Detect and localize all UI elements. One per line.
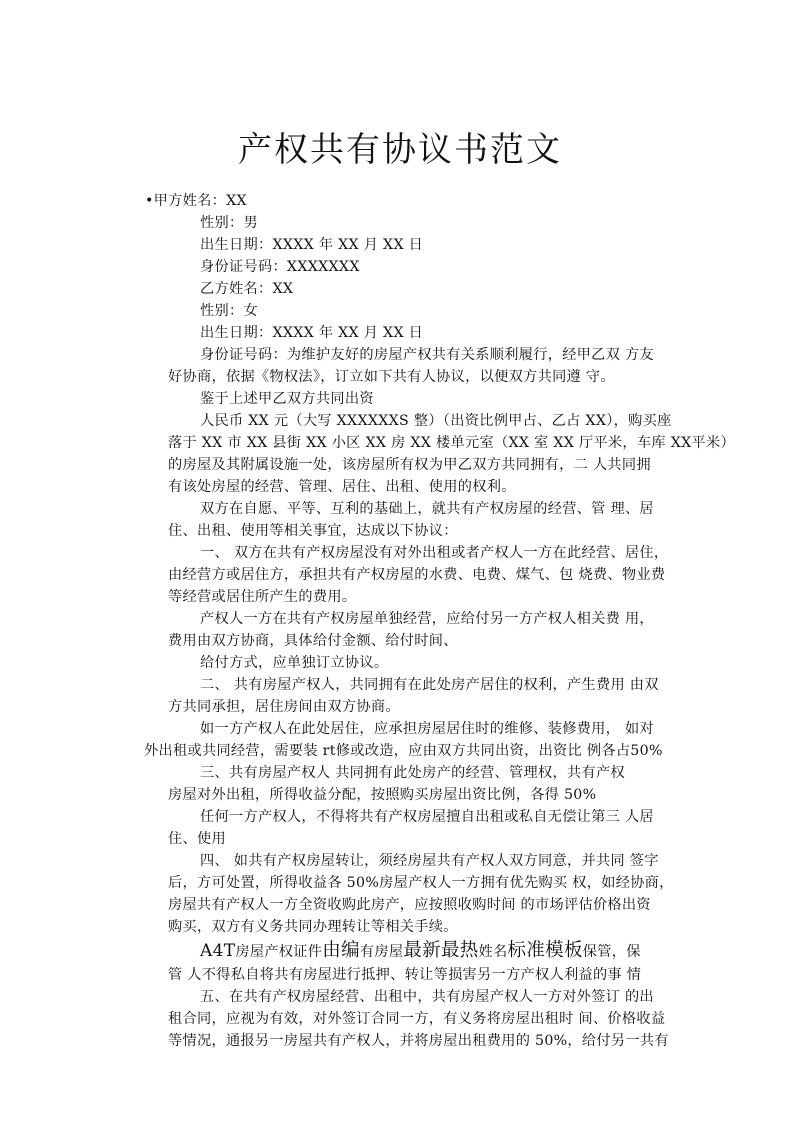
text-line: 五、在共有产权房屋经营、出租中，共有房屋产权人一方对外签订 的出 [200,989,654,1005]
mixed-segment: 标准模板 [507,940,583,961]
text-line: 给付方式，应单独订立协议。 [200,655,389,671]
text-line: 住、使用 [168,831,226,847]
text-line: 性别：女 [200,303,258,319]
text-line: 后，方可处置，所得收益各 50%房屋产权人一方拥有优先购买 权，如经协商， [168,875,674,891]
text-line: 如一方产权人在此处居住，应承担房屋居住时的维修、装修费用， 如对 [200,721,654,737]
text-line: 有该处房屋的经营、管理、居住、出租、使用的权利。 [168,479,516,495]
text-line: •甲方姓名：XX [145,193,247,209]
text-line: 人民币 XX 元（大写 XXXXXXS 整）（出资比例甲占、乙占 XX），购买座 [200,413,672,429]
text-line: 的房屋及其附属设施一处，该房屋所有权为甲乙双方共同拥有，二 人共同拥 [168,457,651,473]
text-line: 落于 XX 市 XX 县街 XX 小区 XX 房 XX 楼单元室（XX 室 XX 厅平米，车库 XX平米） [168,435,735,451]
mixed-segment: 保管，保 [582,944,641,960]
text-line: 房屋共有产权人一方全资收购此房产，应按照收购时间 的市场评估价格出资 [168,897,651,913]
mixed-segment: 由编 [322,940,360,961]
text-line: 等经营或居住所产生的费用。 [168,589,357,605]
text-line: 产权人一方在共有产权房屋单独经营，应给付另一方产权人相关费 用， [200,611,654,627]
mixed-segment: A4T [200,941,236,961]
text-line: 双方在自愿、平等、互利的基础上，就共有产权房屋的经营、管 理、居 [200,501,654,517]
text-line: 三、共有房屋产权人 共同拥有此处房产的经营、管理权，共有产权 [200,765,625,781]
text-line: 购买，双方有义务共同办理转让等相关手续。 [168,919,458,935]
text-line: 出生日期：XXXX 年 XX 月 XX 日 [200,325,424,341]
text-line: 住、出租、使用等相关事宜，达成以下协议： [168,523,458,539]
text-line: 好协商，依据《物权法》，订立如下共有人协议，以便双方共同遵 守。 [168,369,615,385]
text-line: 费用由双方协商，具体给付金额、给付时间、 [168,633,458,649]
text-line: 四、 如共有产权房屋转让，须经房屋共有产权人双方同意，并共同 签字 [200,853,659,869]
text-line: 一、 双方在共有产权房屋没有对外出租或者产权人一方在此经营、居住， [200,545,669,561]
text-line: 鉴于上述甲乙双方共同出资 [200,391,374,407]
mixed-segment: 最新最热 [403,940,479,961]
mixed-segment: 姓名 [478,944,508,960]
text-line: 任何一方产权人，不得将共有产权房屋擅自出租或私自无偿让第三 人居 [200,809,654,825]
text-line: 性别：男 [200,215,258,231]
text-line: 出生日期：XXXX 年 XX 月 XX 日 [200,237,424,253]
text-line: 由经营方或居住方，承担共有产权房屋的水费、电费、煤气、包 烧费、物业费 [168,567,666,583]
mixed-size-line [200,940,641,963]
text-line: 方共同承担，居住房间由双方协商。 [168,699,400,715]
text-line: 等情况，通报另一房屋共有产权人，并将房屋出租费用的 50%，给付另一共有 [168,1033,669,1049]
text-line: 乙方姓名：XX [200,281,294,297]
document-title: 产权共有协议书范文 [238,130,562,170]
text-line: 二、 共有房屋产权人，共同拥有在此处房产居住的权利，产生费用 由双 [200,677,659,693]
mixed-segment: 房屋产权证件 [235,944,323,960]
text-line: 管 人不得私自将共有房屋进行抵押、转让等损害另一方产权人利益的事 情 [168,967,642,983]
text-line: 外出租或共同经营，需要装 rt修或改造，应由双方共同出资，出资比 例各占50% [144,743,663,759]
text-line: 房屋对外出租，所得收益分配，按照购买房屋出资比例，各得 50% [168,787,597,803]
text-line: 身份证号码：XXXXXXX [200,259,360,275]
mixed-segment: 有房屋 [359,944,404,960]
text-line: 租合同，应视为有效，对外签订合同一方，有义务将房屋出租时 间、价格收益 [168,1011,666,1027]
text-line: 身份证号码：为维护友好的房屋产权共有关系顺利履行，经甲乙双 方友 [200,347,654,363]
